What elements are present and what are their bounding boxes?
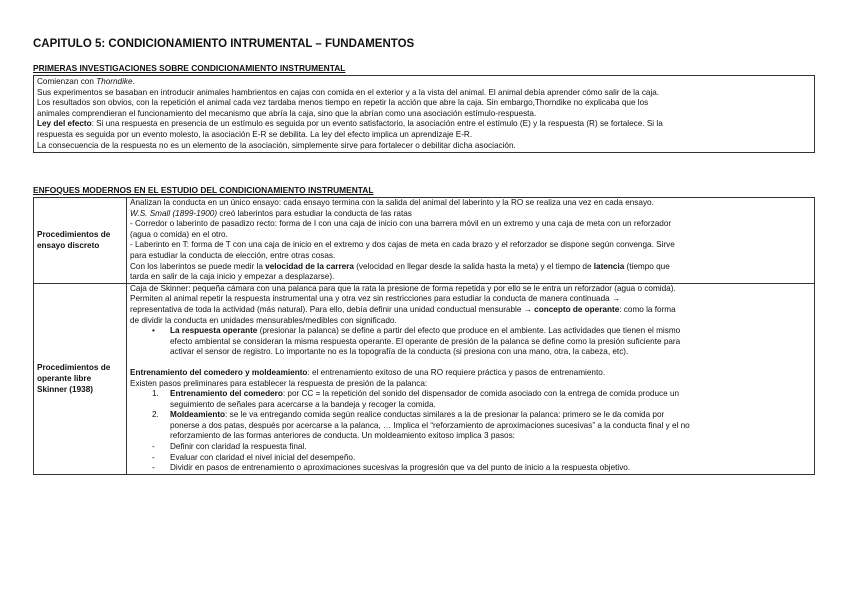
row-label-discrete-trial: Procedimientos de ensayo discreto	[34, 198, 127, 283]
chapter-title: CAPITULO 5: CONDICIONAMIENTO INTRUMENTAL – FUNDAMENTOS	[33, 38, 415, 50]
text-line: - Laberinto en T: forma de T con una caja de inicio en el extremo y dos cajas de meta en cada brazo y el reforzador se dispone según convenga. Sirve	[130, 240, 675, 250]
small-author: W.S. Small (1899-1900)	[130, 208, 218, 218]
modern-approaches-table	[33, 197, 815, 475]
table-row	[34, 198, 814, 283]
dash-item: - Evaluar con claridad el nivel inicial del desempeño.	[152, 452, 356, 462]
text-line: de dividir la conducta en unidades mensurables/medibles con significado.	[130, 315, 397, 325]
row-content-free-operant	[127, 284, 814, 474]
dash-item: - Definir con claridad la respuesta final.	[152, 442, 307, 452]
text-line: Sus experimentos se basaban en introducir animales hambrientos en cajas con comida en el exterior y a la vista del animal. El animal debía aprender cómo salir de la caja.	[37, 87, 660, 97]
text-line: W.S. Small (1899-1900) creó laberintos para estudiar la conducta de las ratas	[130, 208, 412, 218]
thorndike-name: Thorndike	[96, 77, 133, 86]
text-line: animales comprendieran el funcionamiento del mecanismo que abría la caja, sino que la abrían como una asociación estímulo-respuesta.	[37, 108, 537, 118]
text-line: activar el sensor de registro. Lo importante no es la topografía de la conducta (si presiona con una mano, otra, la cabeza, etc).	[170, 347, 629, 357]
text-line: respuesta es seguida por un evento molesto, la asociación E-R se debilita. La ley del efecto implica un aprendizaje E-R.	[37, 129, 473, 139]
section-heading-early-research: PRIMERAS INVESTIGACIONES SOBRE CONDICIONAMIENTO INSTRUMENTAL	[33, 63, 346, 73]
text-line: Caja de Skinner: pequeña cámara con una palanca para que la rata la presione de forma repetida y por ello se le entra un reforzador (agua o comida).	[130, 283, 676, 293]
numbered-item: 2. Moldeamiento: se le va entregando comida según realice conductas similares a la de presionar la palanca: primero se le da comida por	[152, 410, 665, 420]
intro-line: Comienzan con Thorndike.	[37, 77, 135, 86]
row-content-discrete-trial	[127, 198, 814, 283]
law-of-effect-label: Ley del efecto	[37, 119, 92, 129]
text-line: Con los laberintos se puede medir la velocidad de la carrera (velocidad en llegar desde la salida hasta la meta) y el tiempo de latencia (tiempo que	[130, 261, 670, 271]
bullet-item: • La respuesta operante (presionar la palanca) se define a partir del efecto que produce en el ambiente. Las actividades que tienen el mismo	[152, 326, 681, 336]
text-line: - Corredor o laberinto de pasadizo recto: forma de I con una caja de inicio con una barrera móvil en un extremo y una caja de meta con un reforzador	[130, 219, 672, 229]
text-line: (agua o comida) en el otro.	[130, 229, 228, 239]
text-line: Los resultados son obvios, con la repetición el animal cada vez tardaba menos tiempo en repetir la acción que abre la caja. Sin embargo,Thorndike no explicaba que los	[37, 98, 649, 108]
text-line: Permiten al animal repetir la respuesta instrumental una y otra vez sin restricciones para estudiar la conducta de manera continuada →	[130, 294, 621, 304]
text-line: Entrenamiento del comedero y moldeamiento: el entrenamiento exitoso de una RO requiere práctica y pasos de entrenamiento.	[130, 367, 606, 377]
numbered-item: 1. Entrenamiento del comedero: por CC = la repetición del sonido del dispensador de comida asociado con la entrega de comida produce un	[152, 389, 680, 399]
law-of-effect-line: Ley del efecto: Si una respuesta en presencia de un estímulo es seguida por un evento satisfactorio, la asociación entre el estímulo (E) y la respuesta (R) se fortalece. Si la	[37, 119, 663, 129]
text-line: Existen pasos preliminares para establecer la respuesta de presión de la palanca:	[130, 378, 428, 388]
table-row	[34, 283, 814, 474]
text-line: efecto ambiental se consideran la misma respuesta operante. El operante de presión de la palanca se define como la presión suficiente para	[170, 336, 681, 346]
dash-item: - Dividir en pasos de entrenamiento o aproximaciones sucesivas la progresión que va del punto de inicio a la respuesta objetivo.	[152, 463, 631, 473]
text-line: para estudiar la conducta de elección, entre otras cosas.	[130, 250, 336, 260]
text-line: representativa de toda la actividad (más natural). Para ello, debía definir una unidad conductual mensurable → concepto de operante: como la forma	[130, 304, 676, 314]
text-line: ponerse a dos patas, después por acercarse a la palanca, … Implica el “reforzamiento de aproximaciones sucesivas” a la conducta final y el no	[170, 420, 690, 430]
text-line: tarda en salir de la caja inicio y empezar a desplazarse).	[130, 272, 335, 282]
text-line: La consecuencia de la respuesta no es un elemento de la asociación, simplemente sirve para fortalecer o debilitar dicha asociación.	[37, 140, 516, 150]
text-line: Analizan la conducta en un único ensayo: cada ensayo termina con la salida del animal del laberinto y la RO se realiza una vez en cada ensayo.	[130, 198, 654, 207]
early-research-box	[33, 75, 815, 153]
section-heading-modern-approaches: ENFOQUES MODERNOS EN EL ESTUDIO DEL CONDICIONAMIENTO INSTRUMENTAL	[33, 185, 374, 195]
row-label-free-operant: Procedimientos de operante libre Skinner (1938)	[34, 284, 127, 474]
text-line: seguimiento de señales para acercarse a la bandeja y recoger la comida.	[170, 399, 436, 409]
text-line: reforzamiento de las formas anteriores de conducta. Un moldeamiento exitoso implica 3 pasos:	[170, 431, 515, 441]
bullet-icon: •	[152, 326, 155, 336]
